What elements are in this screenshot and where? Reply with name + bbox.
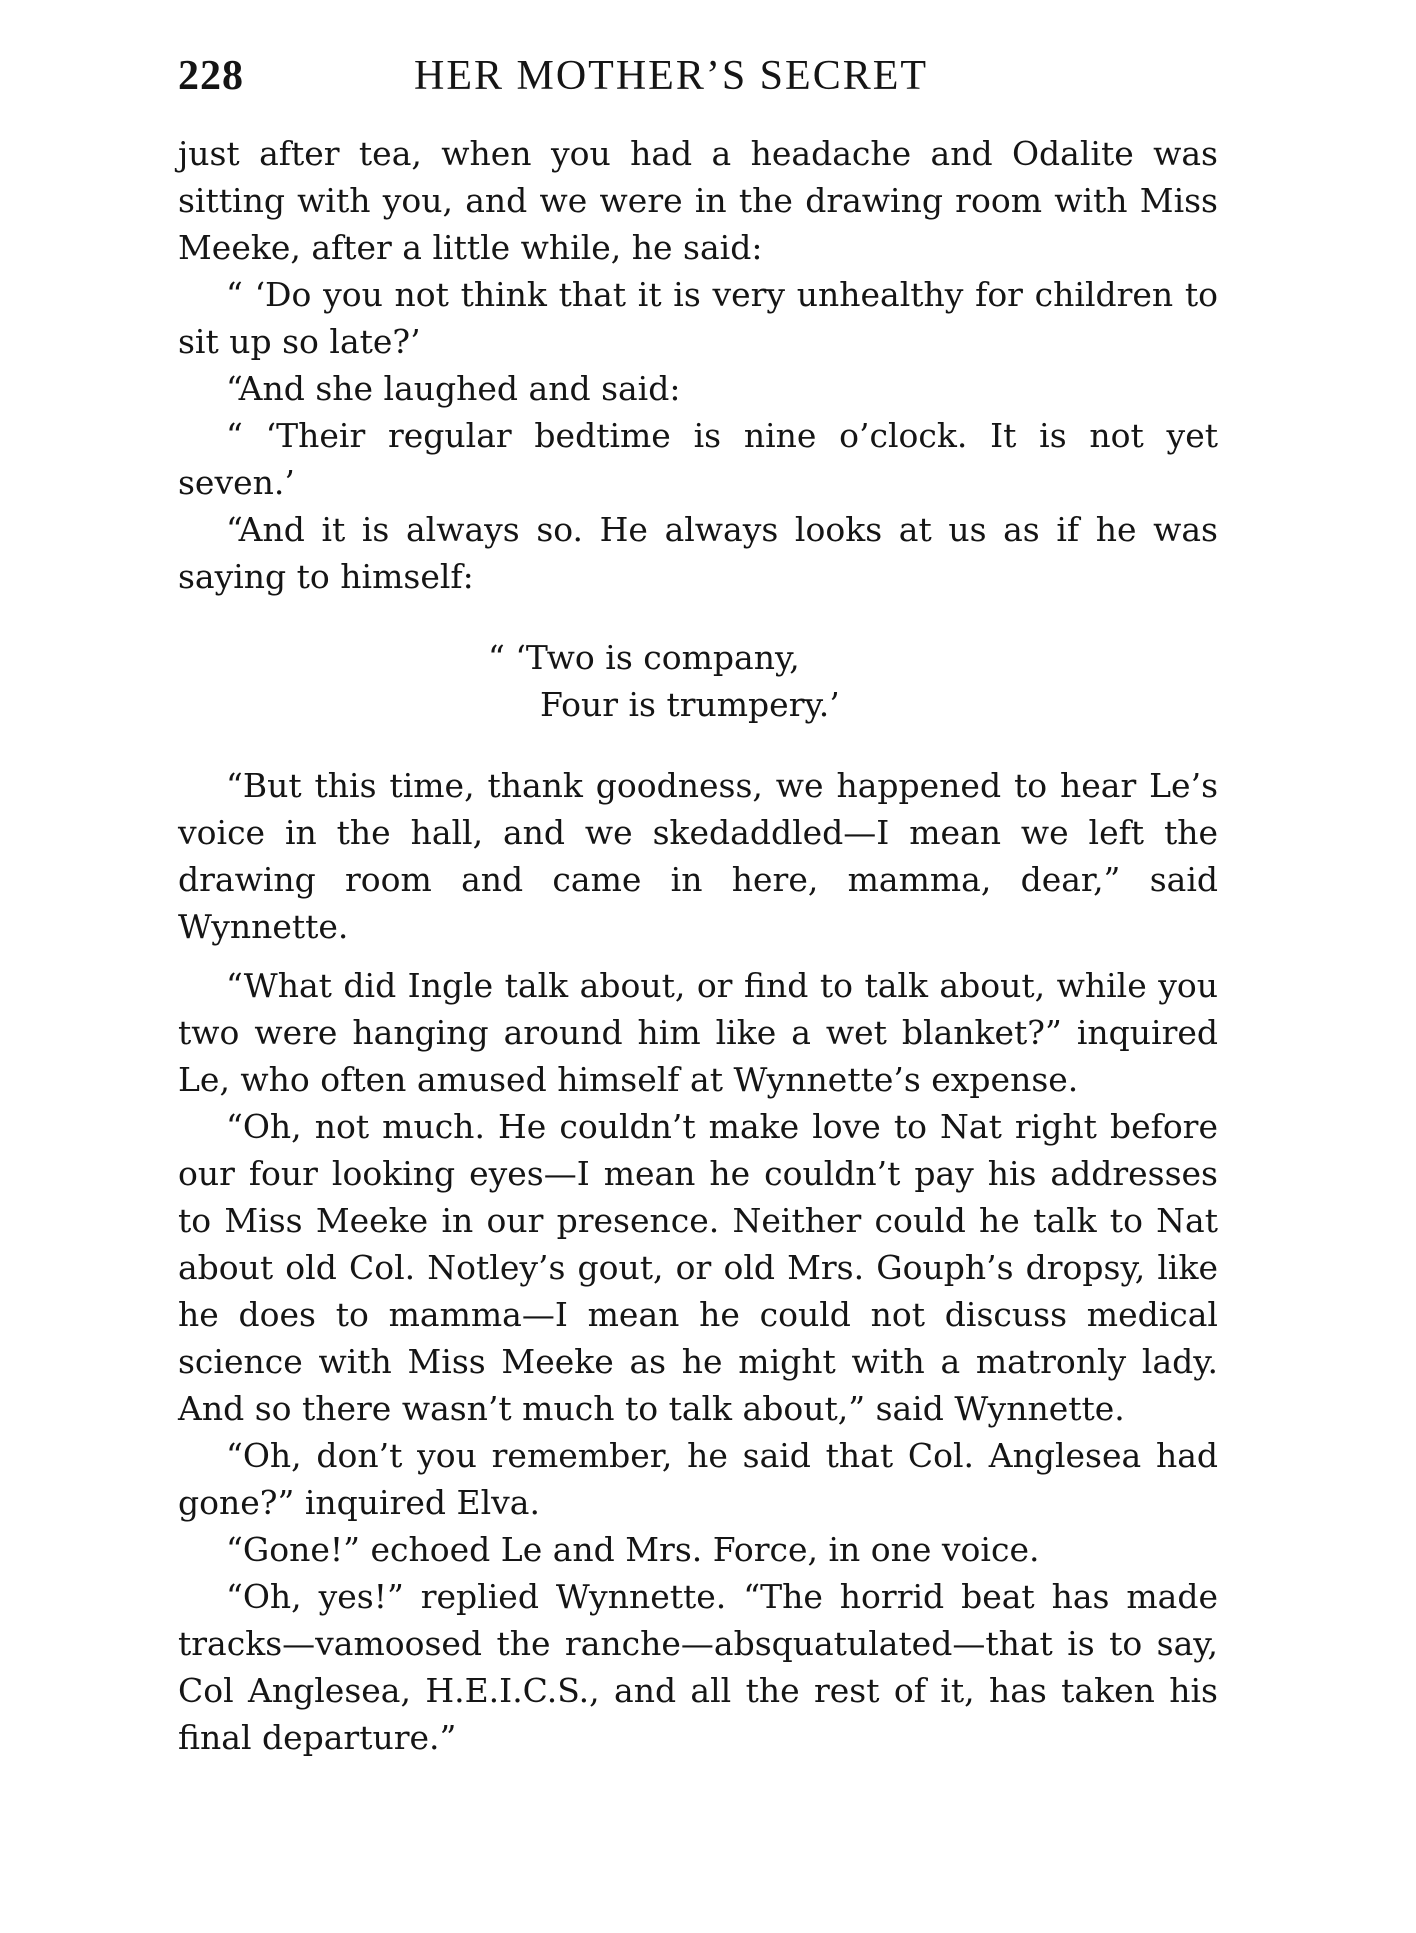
paragraph-6: “But this time, thank goodness, we happened to hear Le’s voice in the hall, and we skedaddled—I mean we left the drawing room and came in here, mamma, dear,” said Wynnette. [178, 766, 1218, 946]
verse-quote [488, 634, 1218, 728]
paragraph-8: “Oh, not much. He couldn’t make love to Nat right before our four looking eyes—I mean he couldn’t pay his addresses to Miss Meeke in our presence. Neither could he talk to Nat about old Col. Notley’s gout, or old Mrs. Gouph’s dropsy, like he does to mamma—I mean he could not discuss medical science with Miss Meeke as he might with a matronly lady. And so there wasn’t much to talk about,” said Wynnette. [178, 1107, 1218, 1428]
body-text [178, 130, 1218, 1761]
paragraph-3: “And she laughed and said: [226, 369, 681, 408]
paragraph-11: “Oh, yes!” replied Wynnette. “The horrid beat has made tracks—vamoosed the ranche—absquatulated—that is to say, Col Anglesea, H.E.I.C.S., and all the rest of it, has taken his final departure.” [178, 1577, 1218, 1757]
running-head: HER MOTHER’S SECRET [414, 53, 929, 99]
page-header [178, 52, 1218, 104]
verse-line-2: Four is trumpery.’ [540, 685, 840, 724]
verse-line-1: “ ‘Two is company, [488, 638, 800, 677]
paragraph-5: “And it is always so. He always looks at us as if he was saying to himself: [178, 510, 1218, 596]
paragraph-10: “Gone!” echoed Le and Mrs. Force, in one voice. [226, 1530, 1040, 1569]
paragraph-1: just after tea, when you had a headache and Odalite was sitting with you, and we were in the drawing room with Miss Meeke, after a little while, he said: [178, 134, 1218, 267]
paragraph-4: “ ‘Their regular bedtime is nine o’clock. It is not yet seven.’ [178, 416, 1218, 502]
page-number: 228 [178, 53, 244, 99]
paragraph-2: “ ‘Do you not think that it is very unhealthy for children to sit up so late?’ [178, 275, 1218, 361]
paragraph-7: “What did Ingle talk about, or find to talk about, while you two were hanging around him like a wet blanket?” inquired Le, who often amused himself at Wynnette’s expense. [178, 966, 1218, 1099]
paragraph-9: “Oh, don’t you remember, he said that Col. Anglesea had gone?” inquired Elva. [178, 1436, 1218, 1522]
